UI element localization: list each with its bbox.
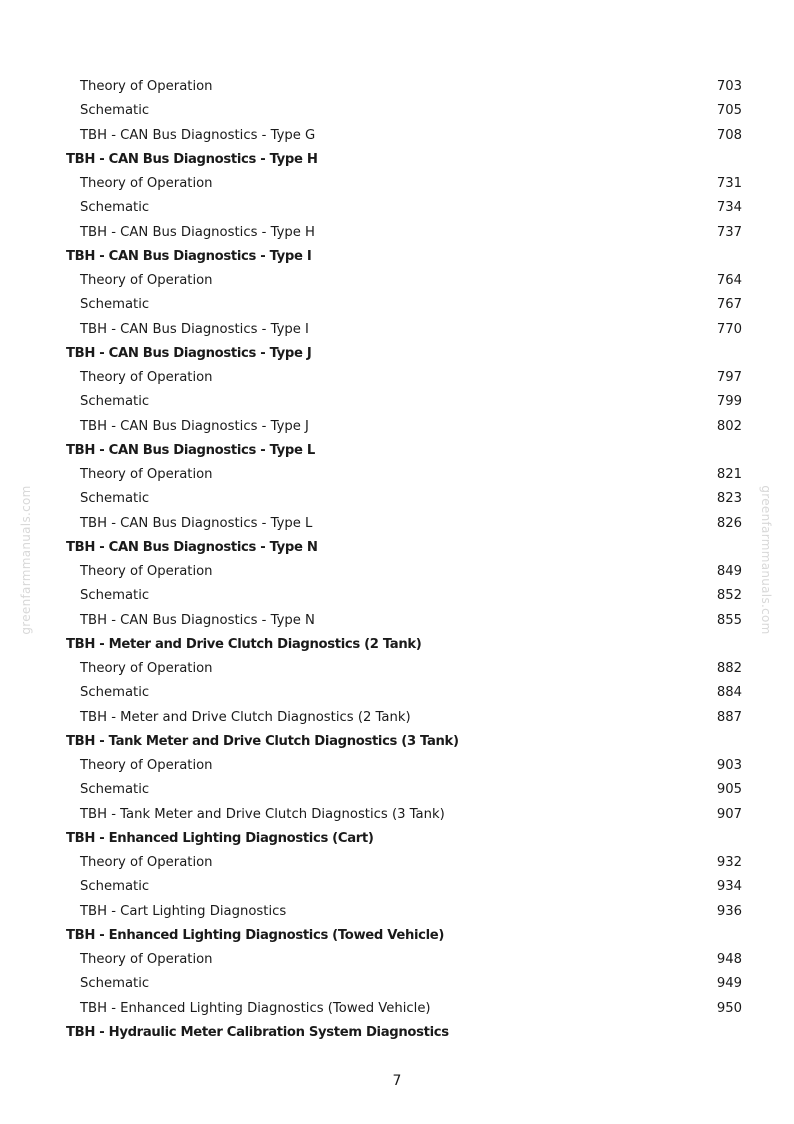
toc-entry-title: TBH - CAN Bus Diagnostics - Type L (80, 515, 313, 531)
toc-entry-page-number: 802 (716, 418, 742, 434)
toc-section-heading[interactable] (0, 342, 794, 366)
toc-entry-page-number: 934 (716, 879, 742, 895)
toc-entry[interactable] (0, 366, 794, 390)
toc-section-heading[interactable] (0, 439, 794, 463)
toc-entry[interactable] (0, 948, 794, 972)
toc-section-heading[interactable] (0, 633, 794, 657)
toc-entry-page-number: 849 (716, 564, 742, 579)
toc-entry[interactable] (0, 221, 794, 245)
toc-entry-page-number: 821 (716, 467, 742, 482)
toc-entry[interactable] (0, 778, 794, 802)
toc-entry-title: TBH - Meter and Drive Clutch Diagnostics (2 Tank) (80, 709, 411, 725)
toc-entry-title: Schematic (80, 200, 150, 216)
toc-entry-title: Theory of Operation (80, 952, 213, 967)
toc-entry-page-number: 705 (716, 103, 742, 119)
toc-entry-page-number: 949 (716, 976, 742, 992)
toc-entry-title: Schematic (80, 879, 150, 895)
toc-entry-page-number: 936 (716, 903, 742, 919)
toc-entry-title: TBH - CAN Bus Diagnostics - Type N (66, 539, 318, 555)
toc-entry-title: Theory of Operation (80, 661, 213, 676)
toc-entry-title: Schematic (80, 588, 150, 604)
toc-entry[interactable] (0, 463, 794, 487)
toc-entry[interactable] (0, 318, 794, 342)
toc-entry-page-number: 855 (716, 612, 742, 628)
toc-entry-title: TBH - Cart Lighting Diagnostics (80, 903, 287, 919)
toc-section-heading[interactable] (0, 536, 794, 560)
toc-entry[interactable] (0, 75, 794, 99)
toc-entry-page-number: 797 (716, 370, 742, 385)
toc-entry-title: TBH - Enhanced Lighting Diagnostics (Towed Vehicle) (80, 1000, 431, 1016)
toc-entry-page-number: 887 (716, 709, 742, 725)
toc-entry-title: Schematic (80, 491, 150, 507)
toc-entry[interactable] (0, 754, 794, 778)
toc-entry-title: Theory of Operation (80, 79, 213, 94)
toc-entry-title: Schematic (80, 782, 150, 798)
toc-entry-page-number: 852 (716, 588, 742, 604)
toc-entry-title: TBH - Tank Meter and Drive Clutch Diagnostics (3 Tank) (80, 806, 445, 822)
toc-entry[interactable] (0, 681, 794, 705)
toc-entry-title: Schematic (80, 685, 150, 701)
toc-entry-title: TBH - Meter and Drive Clutch Diagnostics (2 Tank) (66, 636, 422, 652)
toc-entry-page-number: 905 (716, 782, 742, 798)
toc-entry-title: TBH - Enhanced Lighting Diagnostics (Cart) (66, 830, 374, 846)
toc-entry-title: Theory of Operation (80, 467, 213, 482)
toc-entry-title: TBH - CAN Bus Diagnostics - Type N (80, 612, 315, 628)
toc-entry-title: Schematic (80, 394, 150, 410)
toc-entry-title: TBH - CAN Bus Diagnostics - Type J (80, 418, 309, 434)
toc-entry-page-number: 903 (716, 758, 742, 773)
toc-entry-title: Schematic (80, 976, 150, 992)
toc-entry-title: TBH - CAN Bus Diagnostics - Type H (80, 224, 315, 240)
toc-entry-title: Theory of Operation (80, 758, 213, 773)
toc-entry[interactable] (0, 269, 794, 293)
toc-entry-page-number: 882 (716, 661, 742, 676)
page-number: 7 (392, 1073, 402, 1089)
toc-entry-title: Schematic (80, 297, 150, 313)
toc-entry[interactable] (0, 851, 794, 875)
toc-section-heading[interactable] (0, 1021, 794, 1045)
toc-entry[interactable] (0, 390, 794, 414)
toc-entry-page-number: 932 (716, 855, 742, 870)
watermark-right: greenfarmmanuals.com (759, 485, 773, 635)
toc-entry-title: TBH - Enhanced Lighting Diagnostics (Towed Vehicle) (66, 927, 445, 943)
toc-entry[interactable] (0, 972, 794, 996)
toc-entry-page-number: 770 (716, 321, 742, 337)
toc-entry-title: TBH - CAN Bus Diagnostics - Type L (66, 442, 315, 458)
toc-entry-page-number: 948 (716, 952, 742, 967)
toc-entry-page-number: 737 (716, 224, 742, 240)
toc-entry-page-number: 950 (716, 1000, 742, 1016)
toc-entry-title: TBH - Hydraulic Meter Calibration System Diagnostics (66, 1024, 449, 1040)
toc-entry-page-number: 907 (716, 806, 742, 822)
toc-entry-page-number: 734 (716, 200, 742, 216)
toc-entry[interactable] (0, 196, 794, 220)
toc-entry-title: Theory of Operation (80, 855, 213, 870)
toc-entry-page-number: 884 (716, 685, 742, 701)
toc-section-heading[interactable] (0, 827, 794, 851)
toc-entry-page-number: 764 (716, 273, 742, 288)
toc-entry-page-number: 708 (716, 127, 742, 143)
toc-section-heading[interactable] (0, 148, 794, 172)
toc-section-heading[interactable] (0, 245, 794, 269)
toc-entry-title: TBH - Tank Meter and Drive Clutch Diagnostics (3 Tank) (66, 733, 459, 749)
toc-entry[interactable] (0, 293, 794, 317)
toc-entry[interactable] (0, 875, 794, 899)
toc-entry[interactable] (0, 706, 794, 730)
toc-entry-title: TBH - CAN Bus Diagnostics - Type H (66, 151, 318, 167)
watermark-left: greenfarmmanuals.com (19, 485, 33, 635)
toc-entry[interactable] (0, 487, 794, 511)
toc-entry[interactable] (0, 803, 794, 827)
toc-entry-title: Schematic (80, 103, 150, 119)
toc-entry-page-number: 703 (716, 79, 742, 94)
table-of-contents (0, 75, 794, 1045)
toc-entry[interactable] (0, 512, 794, 536)
toc-entry-page-number: 767 (716, 297, 742, 313)
toc-entry[interactable] (0, 415, 794, 439)
toc-entry[interactable] (0, 997, 794, 1021)
toc-entry-page-number: 823 (716, 491, 742, 507)
toc-entry-title: TBH - CAN Bus Diagnostics - Type J (66, 345, 312, 361)
toc-entry-page-number: 731 (716, 176, 742, 191)
toc-entry[interactable] (0, 609, 794, 633)
toc-entry-page-number: 799 (716, 394, 742, 410)
toc-entry-title: Theory of Operation (80, 370, 213, 385)
toc-entry-title: Theory of Operation (80, 564, 213, 579)
toc-entry[interactable] (0, 900, 794, 924)
toc-entry-title: Theory of Operation (80, 273, 213, 288)
toc-entry-title: TBH - CAN Bus Diagnostics - Type I (80, 321, 309, 337)
toc-entry-title: TBH - CAN Bus Diagnostics - Type I (66, 248, 312, 264)
toc-section-heading[interactable] (0, 924, 794, 948)
toc-entry[interactable] (0, 124, 794, 148)
toc-entry[interactable] (0, 584, 794, 608)
toc-entry-title: Theory of Operation (80, 176, 213, 191)
toc-entry-title: TBH - CAN Bus Diagnostics - Type G (80, 127, 316, 143)
toc-section-heading[interactable] (0, 730, 794, 754)
toc-entry[interactable] (0, 99, 794, 123)
toc-entry[interactable] (0, 172, 794, 196)
toc-entry[interactable] (0, 657, 794, 681)
toc-entry-page-number: 826 (716, 515, 742, 531)
toc-entry[interactable] (0, 560, 794, 584)
